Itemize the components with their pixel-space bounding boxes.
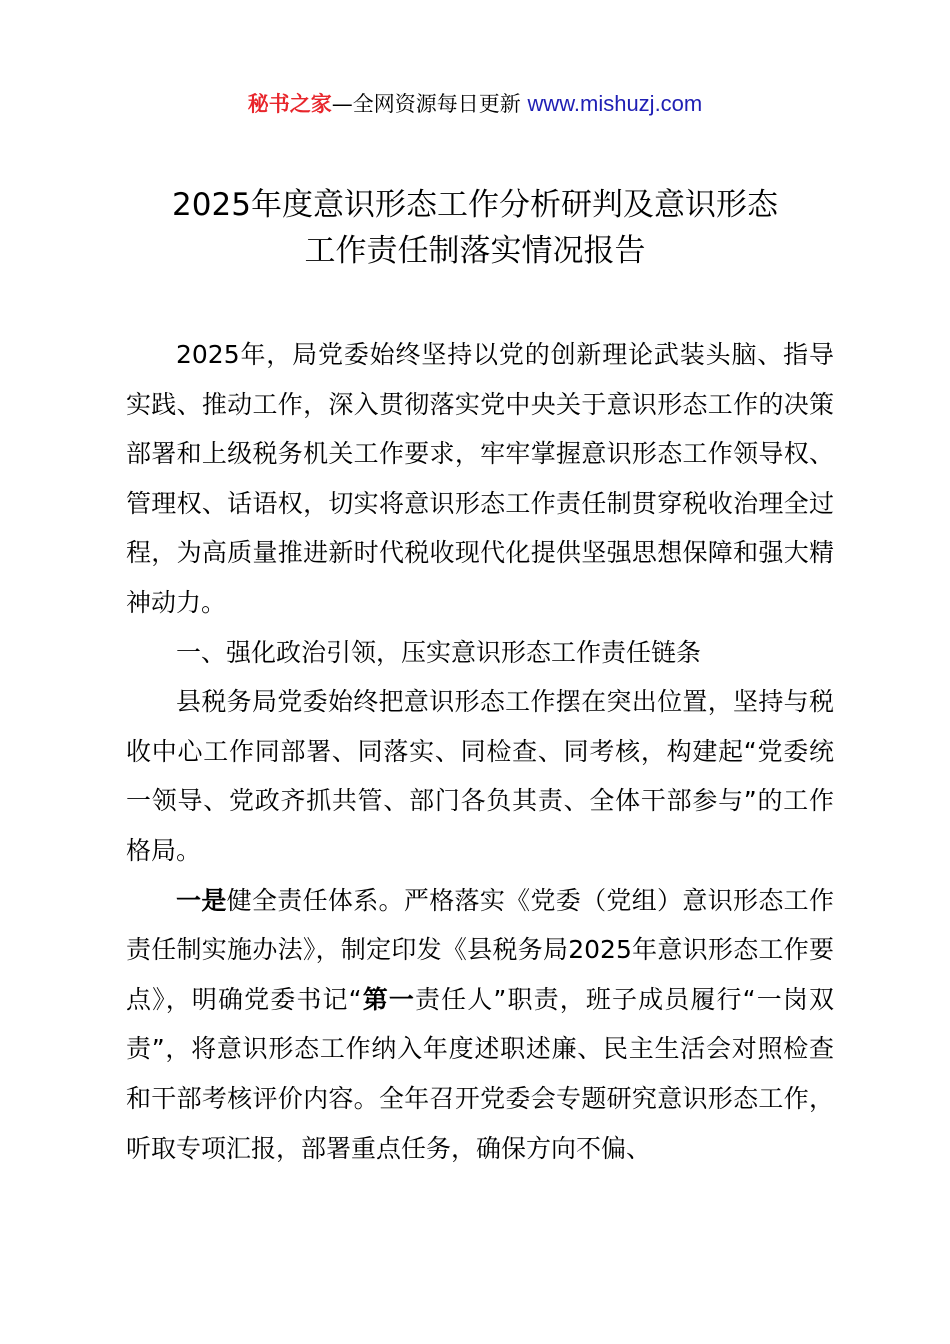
- title-line-2: 工作责任制落实情况报告: [304, 233, 646, 269]
- title-line-1: 2025年度意识形态工作分析研判及意识形态: [172, 187, 778, 223]
- paragraph-inline-bold: 第一: [361, 984, 416, 1014]
- document-title: [100, 182, 850, 274]
- paragraph-text-part2: 责任人”职责，班子成员履行“一岗双责”，将意识形态工作纳入年度述职述廉、民主生活会对照检查和干部考核评价内容。全年召开党委会专题研究意识形态工作，听取专项汇报，部署重点任务，确保方向不偏、: [126, 984, 834, 1163]
- header-slogan: —全网资源每日更新: [331, 92, 528, 116]
- site-header: [0, 86, 950, 122]
- paragraph-section1-overview: 县税务局党委始终把意识形态工作摆在突出位置，坚持与税收中心工作同部署、同落实、同检查、同考核，构建起“党委统一领导、党政齐抓共管、部门各负其责、全体干部参与”的工作格局。: [126, 687, 834, 865]
- brand-name: 秘书之家: [247, 92, 332, 116]
- paragraph-lead-bold: 一是: [176, 885, 227, 915]
- paragraph-text-part1: 健全责任体系。严格落实《党委（党组）意识形态工作责任制实施办法》，制定印发《县税务局2025年意识形态工作要点》，明确党委书记“: [126, 885, 834, 1014]
- section-heading-1: 一、强化政治引领，压实意识形态工作责任链条: [176, 637, 702, 667]
- document-body: [126, 330, 834, 1173]
- paragraph-responsibility-system: [126, 876, 834, 1174]
- site-url-link[interactable]: www.mishuzj.com: [527, 91, 703, 116]
- paragraph-intro: 2025年，局党委始终坚持以党的创新理论武装头脑、指导实践、推动工作，深入贯彻落实党中央关于意识形态工作的决策部署和上级税务机关工作要求，牢牢掌握意识形态工作领导权、管理权、话语权，切实将意识形态工作责任制贯穿税收治理全过程，为高质量推进新时代税收现代化提供坚强思想保障和强大精神动力。: [126, 340, 834, 617]
